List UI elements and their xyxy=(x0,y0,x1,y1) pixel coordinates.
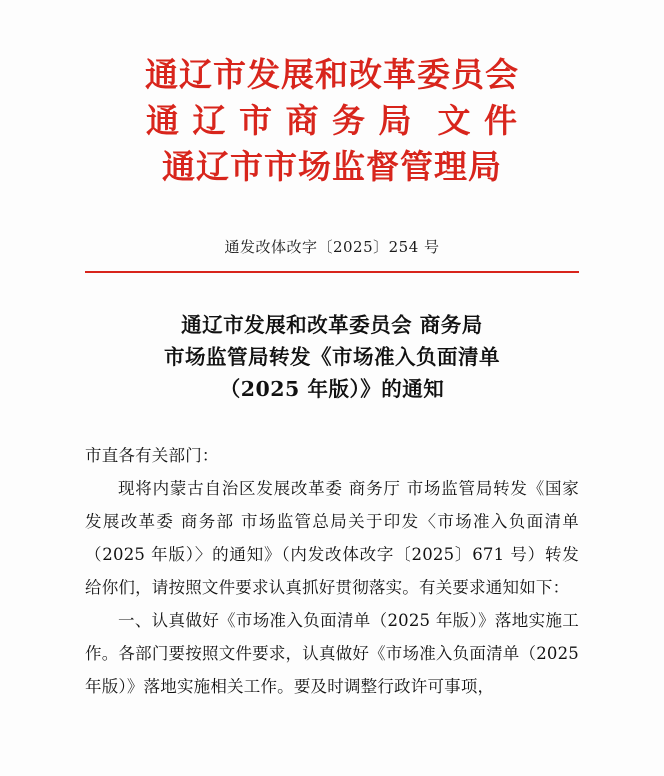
document-title xyxy=(0,309,664,405)
masthead xyxy=(0,0,664,190)
masthead-line-2: 通 辽 市 商 务 局 文 件 xyxy=(146,101,518,140)
document-number: 通发改体改字〔2025〕254 号 xyxy=(224,238,440,256)
title-line-1: 通辽市发展和改革委员会 商务局 xyxy=(181,313,483,337)
title-line-2: 市场监管局转发《市场准入负面清单 xyxy=(164,345,500,369)
masthead-line-3: 通辽市市场监督管理局 xyxy=(162,147,502,186)
body-paragraph-1: 现将内蒙古自治区发展改革委 商务厅 市场监管局转发《国家发展改革委 商务部 市场监管总局关于印发〈市场准入负面清单（2025 年版）〉的通知》（内发改体改字〔2025〕671 号）转发给你们，请按照文件要求认真抓好贯彻落实。有关要求通知如下： xyxy=(85,479,579,597)
masthead-line-1: 通辽市发展和改革委员会 xyxy=(145,55,519,94)
salutation: 市直各有关部门： xyxy=(85,446,219,465)
red-divider-rule xyxy=(85,271,579,273)
title-line-3: （2025 年版）》的通知 xyxy=(219,377,445,401)
body-paragraph-2: 一、认真做好《市场准入负面清单（2025 年版）》落地实施工作。各部门要按照文件要求，认真做好《市场准入负面清单（2025 年版）》落地实施相关工作。要及时调整行政许可事项， xyxy=(85,611,579,696)
document-body xyxy=(85,439,579,703)
